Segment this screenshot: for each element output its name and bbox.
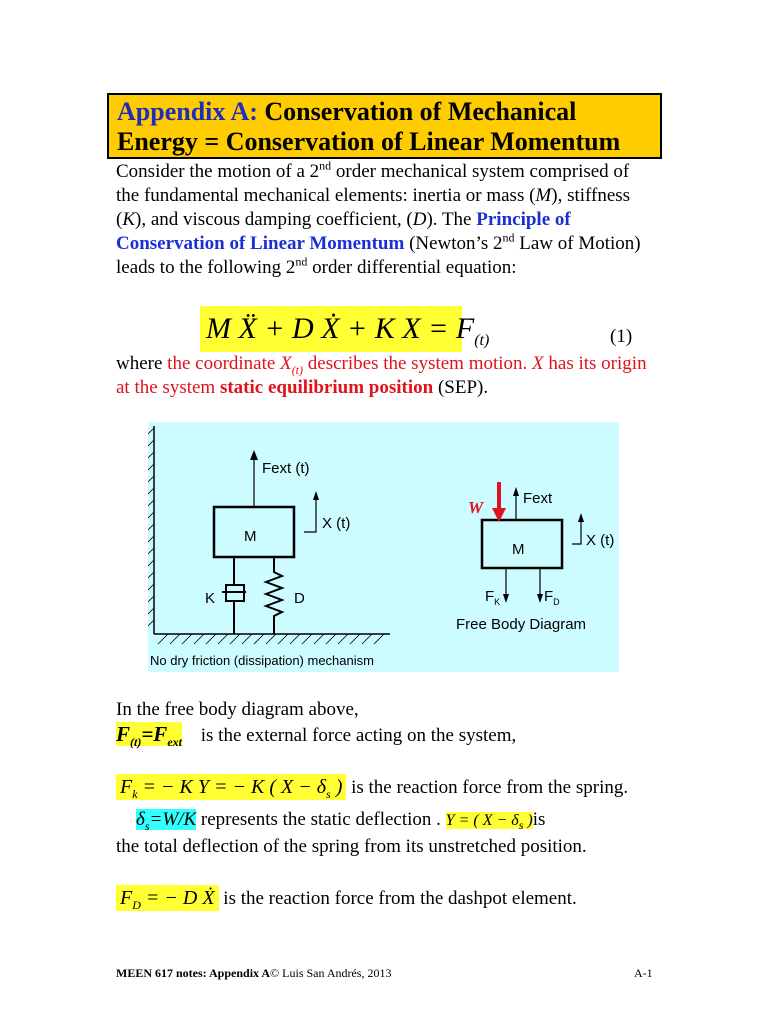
intro-paragraph: Consider the motion of a 2nd order mechanical system comprised of the fundamental mechanical elements: inertia or mass (M), stiffness (K), and viscous damping coefficient, (D). The Principle of Conservation of Linear Momentum (Newton’s 2nd Law of Motion) leads to the following 2nd order differential equation: bbox=[116, 158, 641, 278]
fig-right-fd: $F_D$ bbox=[544, 588, 560, 607]
fig-right-x: X (t) bbox=[586, 532, 615, 549]
figure-drawing bbox=[148, 422, 619, 672]
where-paragraph: where the coordinate $X_{(t)}$ describes the system motion. X has its origin at the system static equilibrium position (SEP). bbox=[116, 353, 647, 398]
equation-number: (1) bbox=[610, 326, 633, 347]
mass-spring-damper-figure bbox=[148, 422, 619, 672]
fext-line: $F_{(t)}=F_{ext}$ is the external force acting on the system, bbox=[116, 722, 517, 750]
fig-right-mass: M bbox=[512, 541, 525, 558]
footer-left: MEEN 617 notes: Appendix A© Luis San Andrés, 2013 bbox=[116, 966, 392, 980]
dashpot-line: $F_D$ = − D Ẋ is the reaction force from the dashpot element. bbox=[116, 886, 656, 911]
spring-line: $F_k$ = − K Y = − K ( $X - \delta_s$ ) is the reaction force from the spring. bbox=[116, 775, 676, 800]
fig-fbd-label: Free Body Diagram bbox=[456, 616, 587, 633]
fbd-intro-line: In the free body diagram above, bbox=[116, 699, 359, 720]
footer-page-number: A-1 bbox=[634, 966, 653, 980]
principle-link: Principle of Conservation of Linear Momentum bbox=[116, 209, 571, 254]
fig-left-d: D bbox=[294, 590, 305, 607]
static-deflection-line2: the total deflection of the spring from its unstretched position. bbox=[116, 836, 587, 857]
dashpot-formula: $F_D$ = − D Ẋ bbox=[116, 885, 219, 911]
static-deflection-line: $\delta_s=W/K$ represents the static deflection . Y = ( $X - \delta_s$ )is bbox=[136, 809, 546, 833]
fig-left-mass: M bbox=[244, 528, 257, 545]
fig-left-fext: Fext (t) bbox=[262, 460, 310, 477]
fig-left-x: X (t) bbox=[322, 515, 351, 532]
fig-right-fk: $F_K$ bbox=[485, 588, 501, 607]
fig-caption: No dry friction (dissipation) mechanism bbox=[150, 653, 374, 668]
spring-formula: $F_k$ = − K Y = − K ( $X - \delta_s$ ) bbox=[116, 774, 346, 800]
y-formula: Y = ( $X - \delta_s$ ) bbox=[445, 812, 533, 833]
equation-1: M Ẍ + D Ẋ + K $X = F_{(t)}$ bbox=[200, 306, 462, 352]
delta-formula: $\delta_s=W/K$ bbox=[136, 809, 197, 833]
title-prefix: Appendix A: bbox=[117, 97, 258, 126]
page-title bbox=[107, 93, 662, 159]
title-line1: Conservation of Mechanical bbox=[257, 97, 577, 126]
fig-left-k: K bbox=[205, 590, 216, 607]
fext-formula: $F_{(t)}=F_{ext}$ bbox=[116, 722, 182, 750]
fig-right-w: W bbox=[468, 498, 484, 517]
title-line2: Energy = Conservation of Linear Momentum bbox=[117, 127, 621, 156]
fig-right-fext: Fext bbox=[523, 490, 553, 507]
